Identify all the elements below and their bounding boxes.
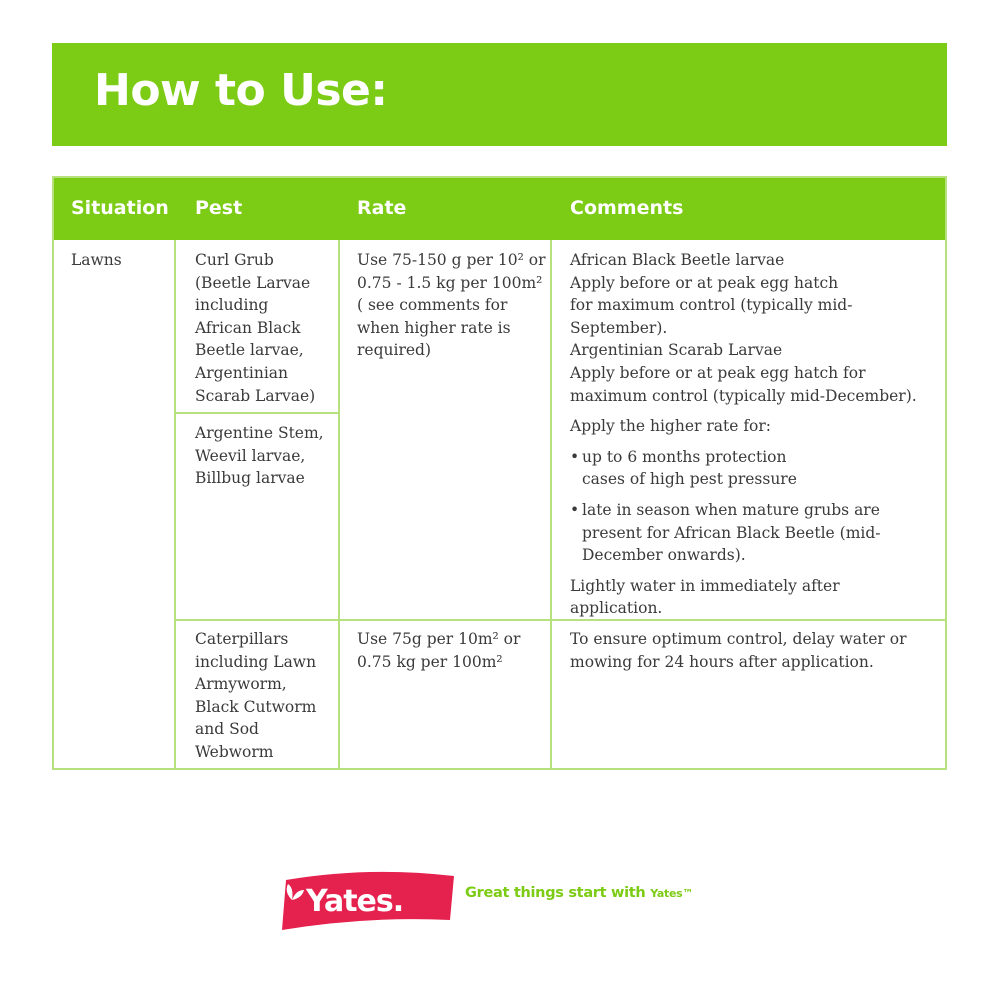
situation-lawns: Lawns	[71, 251, 122, 269]
logo-wordmark: Yates.	[306, 884, 404, 919]
row-divider	[174, 412, 338, 414]
how-to-use-banner	[52, 43, 947, 146]
header-rate: Rate	[357, 197, 407, 219]
yates-logo	[278, 870, 458, 934]
header-comments: Comments	[570, 197, 684, 219]
column-divider	[550, 240, 552, 770]
usage-table	[52, 176, 947, 770]
comments-cell-grubs: African Black Beetle larvae Apply before or at peak egg hatch for maximum control (typically mid- September). Argentinian Scarab Larvae Apply before or at peak egg hatch for maximum control (typically mid-December). Apply the higher rate for: • up to 6 months protection cases of high pest pressure • late in season when mature grubs are present for African Black Beetle (mid- December onwards). Lightly water in immediately after application.	[570, 249, 948, 620]
tagline: Great things start with Yates™	[465, 885, 694, 901]
comments-cell-caterpillars: To ensure optimum control, delay water or mowing for 24 hours after application.	[570, 630, 907, 671]
table-header-row	[54, 178, 945, 240]
rate-cell-grubs: Use 75-150 g per 10² or 0.75 - 1.5 kg per 100m² ( see comments for when higher rate is required)	[357, 251, 546, 360]
pest-cell-curl-grub: Curl Grub (Beetle Larvae including African Black Beetle larvae, Argentinian Scarab Larvae)	[195, 251, 316, 405]
column-divider	[338, 240, 340, 770]
pest-cell-caterpillars: Caterpillars including Lawn Armyworm, Black Cutworm and Sod Webworm	[195, 630, 317, 761]
bullet-item: • late in season when mature grubs are present for African Black Beetle (mid- December onwards).	[570, 500, 881, 565]
header-situation: Situation	[71, 197, 169, 219]
column-divider	[174, 240, 176, 770]
rate-cell-caterpillars: Use 75g per 10m² or 0.75 kg per 100m²	[357, 630, 521, 671]
header-pest: Pest	[195, 197, 243, 219]
page-title: How to Use:	[94, 65, 388, 116]
pest-cell-argentine-stem-weevil: Argentine Stem, Weevil larvae, Billbug larvae	[195, 424, 324, 488]
bullet-item: • up to 6 months protection cases of high pest pressure	[570, 447, 797, 489]
